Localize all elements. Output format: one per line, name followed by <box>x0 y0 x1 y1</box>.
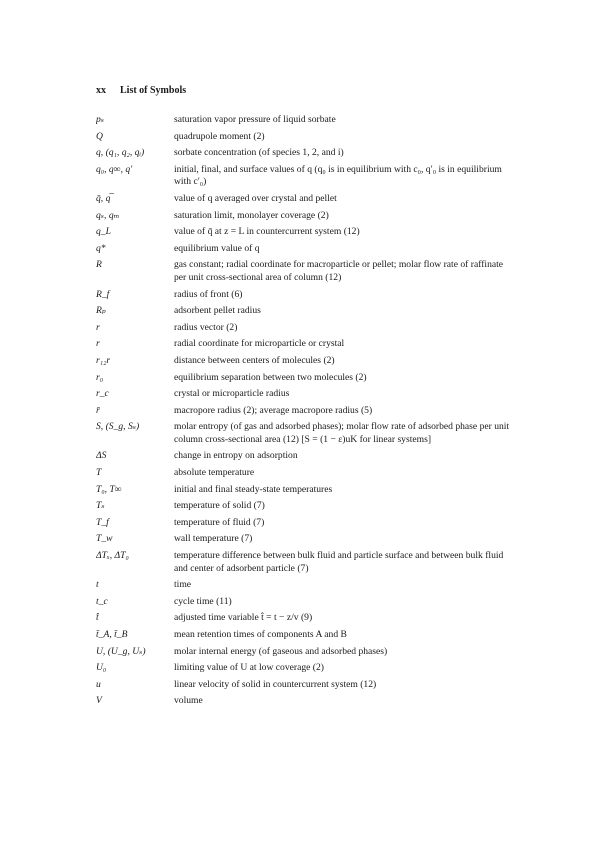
symbol-entry <box>96 646 516 659</box>
symbol-list <box>96 114 516 712</box>
symbol: r₀ <box>96 371 104 383</box>
symbol: r̄ <box>96 404 100 416</box>
symbol: U₀ <box>96 662 107 674</box>
symbol: ΔS <box>96 450 107 462</box>
symbol: T_w <box>96 533 113 545</box>
symbol-entry <box>96 305 516 318</box>
symbol: Q <box>96 130 103 142</box>
symbol-definition: distance between centers of molecules (2) <box>174 354 335 366</box>
symbol-definition: radius of front (6) <box>174 288 243 300</box>
symbol-definition: initial and final steady-state temperatures <box>174 483 333 495</box>
symbol-definition: linear velocity of solid in countercurrent system (12) <box>174 678 377 690</box>
symbol-entry <box>96 131 516 144</box>
symbol: q_L <box>96 226 111 238</box>
symbol-definition: gas constant; radial coordinate for macroparticle or pellet; molar flow rate of raffinate per unit cross-sectional area of column (12) <box>174 259 504 283</box>
symbol-definition: cycle time (11) <box>174 595 232 607</box>
symbol-definition: initial, final, and surface values of q (q₀ is in equilibrium with c₀, q′₀ is in equilibrium with c′₀) <box>174 163 502 188</box>
symbol-entry <box>96 210 516 223</box>
symbol-definition: temperature difference between bulk fluid and particle surface and between bulk fluid and center of adsorbent particle (7) <box>174 550 504 574</box>
symbol-definition: mean retention times of components A and B <box>174 629 347 640</box>
symbol-entry <box>96 484 516 497</box>
symbol: q* <box>96 242 106 254</box>
symbol: t_c <box>96 595 108 607</box>
symbol: V <box>96 695 102 707</box>
symbol-entry <box>96 405 516 418</box>
symbol-definition: molar entropy (of gas and adsorbed phases); molar flow rate of adsorbed phase per unit column cross-sectional area (12) [S = (1 − ε)uK for linear systems] <box>174 421 510 445</box>
symbol-entry <box>96 226 516 239</box>
symbol: T_f <box>96 516 109 528</box>
symbol-definition: macropore radius (2); average macropore radius (5) <box>174 404 373 416</box>
symbol-definition: temperature of solid (7) <box>174 500 265 512</box>
symbol: U, (U_g, Uₛ) <box>96 645 146 657</box>
symbol-definition: radius vector (2) <box>174 321 238 333</box>
symbol-entry <box>96 355 516 368</box>
symbol-definition: equilibrium value of q <box>174 242 260 254</box>
symbol-definition: adjusted time variable t̂ = t − z/v (9) <box>174 612 313 624</box>
symbol-definition: radial coordinate for microparticle or crystal <box>174 338 345 350</box>
symbol-definition: time <box>174 579 192 591</box>
symbol: r <box>96 321 100 333</box>
symbol-definition: wall temperature (7) <box>174 533 253 545</box>
symbol-definition: crystal or microparticle radius <box>174 388 290 400</box>
symbol-entry <box>96 114 516 127</box>
symbol: r_c <box>96 388 109 400</box>
symbol-definition: value of q̄ at z = L in countercurrent system (12) <box>174 226 360 238</box>
symbol: T <box>96 467 102 479</box>
symbol-definition: molar internal energy (of gaseous and adsorbed phases) <box>174 645 388 657</box>
symbol-definition: absolute temperature <box>174 467 255 479</box>
symbol: q₀, q∞, q′ <box>96 163 133 175</box>
symbol: q, (q₁, q₂, qᵢ) <box>96 147 145 159</box>
symbol: r <box>96 338 100 350</box>
symbol: r₁₂r <box>96 354 111 366</box>
symbol-entry <box>96 147 516 160</box>
symbol: S, (S_g, Sₛ) <box>96 421 140 433</box>
symbol-definition: saturation limit, monolayer coverage (2) <box>174 209 329 221</box>
symbol-entry <box>96 579 516 592</box>
symbol-definition: quadrupole moment (2) <box>174 130 265 142</box>
symbol-entry <box>96 164 516 189</box>
symbol-entry <box>96 388 516 401</box>
symbol: pₛ <box>96 114 105 125</box>
symbol-definition: saturation vapor pressure of liquid sorbate <box>174 114 336 125</box>
symbol-definition: adsorbent pellet radius <box>174 305 261 317</box>
symbol-entry <box>96 533 516 546</box>
symbol-entry <box>96 421 516 446</box>
symbol-entry <box>96 372 516 385</box>
symbol-definition: temperature of fluid (7) <box>174 516 265 528</box>
symbol-entry <box>96 517 516 530</box>
symbol-definition: sorbate concentration (of species 1, 2, and i) <box>174 147 344 159</box>
symbol: ΔTₓ, ΔT₀ <box>96 550 129 562</box>
symbol: T₀, T∞ <box>96 483 122 495</box>
symbol-entry <box>96 629 516 642</box>
symbol: u <box>96 678 101 690</box>
symbol-entry <box>96 662 516 675</box>
symbol-definition: volume <box>174 695 203 707</box>
symbol-entry <box>96 193 516 206</box>
symbol-definition: change in entropy on adsorption <box>174 450 298 462</box>
symbol-entry <box>96 259 516 284</box>
symbol-entry <box>96 467 516 480</box>
symbol-entry <box>96 500 516 513</box>
symbol: q̄, q̿ <box>96 192 111 204</box>
page-title: List of Symbols <box>120 85 187 96</box>
symbol: R_f <box>96 288 110 300</box>
symbol-definition: value of q averaged over crystal and pellet <box>174 192 337 204</box>
symbol: t̂ <box>96 612 99 624</box>
page-number: xx <box>96 85 106 96</box>
symbol: R <box>96 259 102 271</box>
symbol-entry <box>96 596 516 609</box>
symbol-entry <box>96 338 516 351</box>
symbol-entry <box>96 695 516 708</box>
symbol-entry <box>96 289 516 302</box>
symbol: t̄_A, t̄_B <box>96 629 128 640</box>
symbol-entry <box>96 450 516 463</box>
symbol-entry <box>96 612 516 625</box>
symbol: Rₚ <box>96 305 106 317</box>
symbol-entry <box>96 243 516 256</box>
running-head <box>96 85 186 96</box>
symbol: t <box>96 579 99 591</box>
symbol: qₛ, qₘ <box>96 209 120 221</box>
symbol-entry <box>96 322 516 335</box>
symbol: Tₛ <box>96 500 105 512</box>
symbol-entry <box>96 550 516 575</box>
symbol-definition: equilibrium separation between two molecules (2) <box>174 371 367 383</box>
symbol-definition: limiting value of U at low coverage (2) <box>174 662 324 674</box>
symbol-entry <box>96 679 516 692</box>
